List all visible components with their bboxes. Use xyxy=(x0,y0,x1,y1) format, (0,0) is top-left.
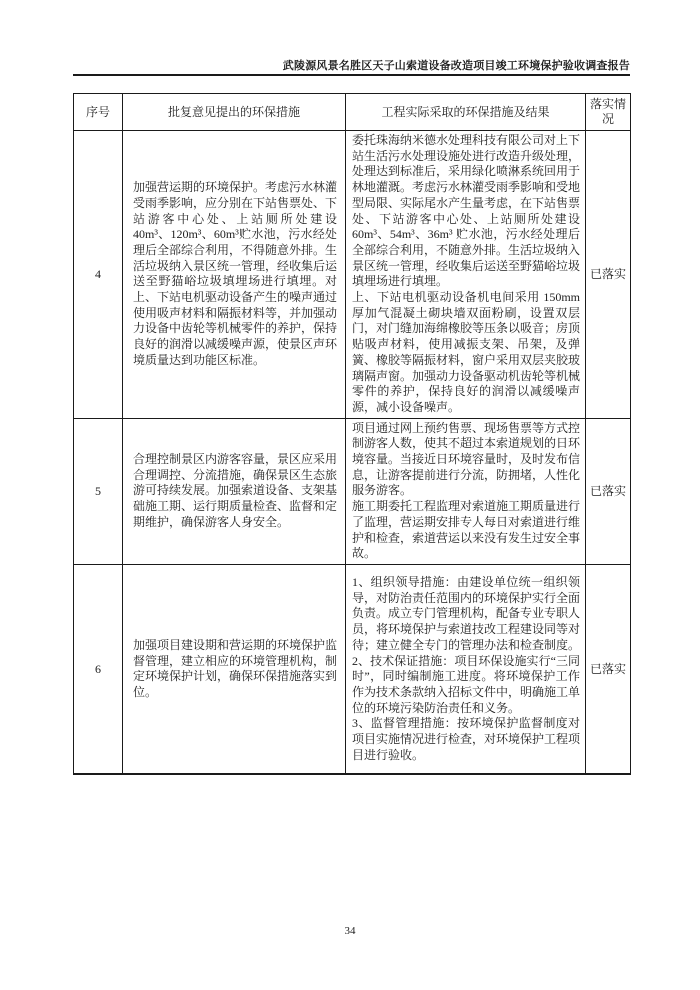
col-header-no: 序号 xyxy=(74,94,123,131)
table-row xyxy=(74,418,631,564)
col-header-status: 落实情况 xyxy=(586,94,631,131)
table-row xyxy=(74,564,631,774)
ep-measures-table xyxy=(73,93,631,775)
measure-cell: 合理控制景区内游客容量，景区应采用合理调控、分流措施，确保景区生态旅游可持续发展。加强索道设备、支架基础施工期、运行期质量检查、监督和定期维护，确保游客人身安全。 xyxy=(123,418,346,564)
status-cell: 已落实 xyxy=(586,131,631,419)
table-row xyxy=(74,131,631,419)
result-cell xyxy=(346,131,586,419)
row-no: 4 xyxy=(74,131,123,419)
header-title: 武陵源风景名胜区天子山索道设备改造项目竣工环境保护验收调查报告 xyxy=(282,60,630,72)
measure-cell: 加强项目建设期和营运期的环境保护监督管理，建立相应的环境管理机构，制定环境保护计划，确保环保措施落实到位。 xyxy=(123,564,346,774)
col-header-result: 工程实际采取的环保措施及结果 xyxy=(346,94,586,131)
page-number: 34 xyxy=(344,925,356,937)
status-cell: 已落实 xyxy=(586,418,631,564)
result-paragraph: 委托珠海纳米德水处理科技有限公司对上下站生活污水处理设施处进行改造升级处理，处理达到标准后，采用绿化喷淋系统回用于林地灌溉。考虑污水林灌受雨季影响和受地型局限、实际尾水产生量考虑，在下站售票处、下站游客中心处、上站厕所处建设 60m³、54m³、36m³ 贮水池，污水经处理后全部综合利用，不随意外排。生活垃圾纳入景区统一管理，经收集后运送至野猫峪垃圾填埋场进行填埋。 xyxy=(352,133,581,289)
table-header-row xyxy=(74,94,631,131)
result-paragraph: 3、监督管理措施：按环境保护监督制度对项目实施情况进行检查，对环境保护工程项目进行验收。 xyxy=(352,716,581,762)
result-paragraph: 1、组织领导措施：由建设单位统一组织领导，对防治责任范围内的环境保护实行全面负责。成立专门管理机构，配备专业专职人员，将环境保护与索道技改工程建设同等对待；建立健全专门的管理办法和检查制度。 xyxy=(352,575,581,652)
row-no: 6 xyxy=(74,564,123,774)
col-header-measure: 批复意见提出的环保措施 xyxy=(123,94,346,131)
result-paragraph: 上、下站电机驱动设备机电间采用 150mm 厚加气混凝土砌块墙双面粉刷，设置双层门，对门缝加海绵橡胶等压条以吸音；房顶贴吸声材料，使用减振支架、吊架，及弹簧、橡胶等隔振材料，窗户采用双层夹胶玻璃隔声窗。加强动力设备驱动机齿轮等机械零件的养护，保持良好的润滑以减缓噪声源，减小设备噪声。 xyxy=(352,290,581,414)
result-paragraph: 项目通过网上预约售票、现场售票等方式控制游客人数，使其不超过本索道规划的日环境容量。当接近日环境容量时，及时发布信息，让游客提前进行分流，防拥堵，人性化服务游客。 xyxy=(352,420,581,498)
measure-cell: 加强营运期的环境保护。考虑污水林灌受雨季影响，应分别在下站售票处、下站游客中心处、上站厕所处建设 40m³、120m³、60m³贮水池，污水经处理后全部综合利用，不得随意外排。生活垃圾纳入景区统一管理，经收集后运送至野猫峪垃圾填埋场进行填埋。对上、下站电机驱动设备产生的噪声通过使用吸声材料和隔振材料等，并加强动力设备中齿轮等机械零件的养护，保持良好的润滑以减缓噪声源，使景区声环境质量达到功能区标准。 xyxy=(123,131,346,419)
result-cell xyxy=(346,418,586,564)
result-cell xyxy=(346,564,586,774)
row-no: 5 xyxy=(74,418,123,564)
result-paragraph: 施工期委托工程监理对索道施工期质量进行了监理，营运期安排专人每日对索道进行维护和检查，索道营运以来没有发生过安全事故。 xyxy=(352,499,581,561)
status-cell: 已落实 xyxy=(586,564,631,774)
header-rule xyxy=(73,74,630,76)
result-paragraph: 2、技术保证措施：项目环保设施实行“三同时”，同时编制施工进度。将环境保护工作作为技术条款纳入招标文件中，明确施工单位的环境污染防治责任和义务。 xyxy=(352,653,581,715)
